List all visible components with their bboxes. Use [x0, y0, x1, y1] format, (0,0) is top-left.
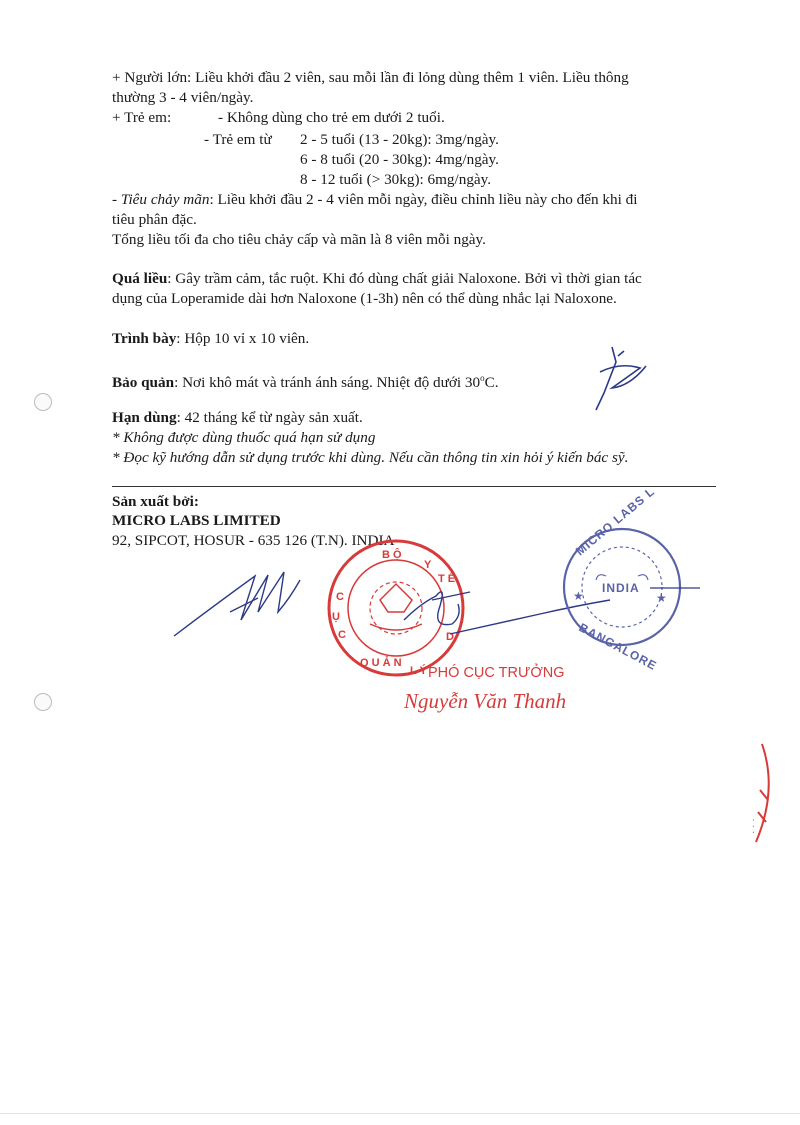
shelf-life: Hạn dùng: 42 tháng kể từ ngày sản xuất. [112, 409, 363, 426]
max-dose: Tổng liều tối đa cho tiêu chảy cấp và mãn là 8 viên mỗi ngày. [112, 231, 486, 248]
storage: Bảo quản: Nơi khô mát và tránh ánh sáng. Nhiệt độ dưới 30$^o$C. [112, 373, 499, 392]
svg-text:T Ế: T Ế [438, 573, 456, 585]
overdose-line2: dụng của Loperamide dài hơn Naloxone (1-3h) nên có thể dùng nhắc lại Naloxone. [112, 290, 617, 307]
svg-text:C: C [336, 591, 344, 603]
page-bottom-edge [0, 1113, 800, 1114]
svg-text:★: ★ [656, 591, 668, 605]
shelf-life-note-1: * Không được dùng thuốc quá hạn sử dụng [112, 429, 376, 446]
svg-text:Ụ: Ụ [332, 611, 340, 623]
manufacturer-signature [174, 572, 300, 636]
svg-text:BANGALORE: BANGALORE [576, 620, 660, 674]
child-from: - Trẻ em từ [204, 131, 272, 148]
svg-text:D: D [446, 631, 454, 643]
overdose-line1: Quá liều: Gây trầm cảm, tắc ruột. Khi đó dùng chất giải Naloxone. Bởi vì thời gian tác [112, 270, 642, 287]
chronic-line2: tiêu phân đặc. [112, 211, 197, 228]
svg-text:B Ộ: B Ộ [382, 549, 402, 561]
child-not-under-2: - Không dùng cho trẻ em dưới 2 tuổi. [218, 109, 445, 126]
adult-dose-line2: thường 3 - 4 viên/ngày. [112, 89, 254, 106]
presentation: Trình bày: Hộp 10 vỉ x 10 viên. [112, 330, 310, 347]
child-label: + Trẻ em: [112, 109, 172, 126]
shelf-life-note-2: * Đọc kỹ hướng dẫn sử dụng trước khi dùng. Nếu cần thông tin xin hỏi ý kiến bác sỹ. [112, 449, 629, 466]
child-dose-row-2: 6 - 8 tuổi (20 - 30kg): 4mg/ngày. [300, 151, 499, 168]
child-dose-row-3: 8 - 12 tuổi (> 30kg): 6mg/ngày. [300, 171, 492, 188]
manufacturer-address: 92, SIPCOT, HOSUR - 635 126 (T.N). INDIA [112, 532, 395, 549]
svg-text:C: C [338, 629, 346, 641]
svg-text:L Ý: L Ý [410, 665, 427, 677]
initials-signature [596, 347, 646, 410]
chronic-line1: - Tiêu chảy mãn: Liều khởi đầu 2 - 4 viên mỗi ngày, điều chỉnh liều này cho đến khi đi [112, 191, 638, 208]
svg-text:★: ★ [573, 589, 585, 603]
adult-dose-line1: + Người lớn: Liều khởi đầu 2 viên, sau mỗi lần đi lỏng dùng thêm 1 viên. Liều thông [112, 69, 629, 86]
official-name: Nguyễn Văn Thanh [404, 689, 567, 713]
manufacturer-label: Sản xuất bởi: [112, 493, 199, 510]
svg-text:· · ·: · · · [748, 818, 759, 834]
manufacturer-name: MICRO LABS LIMITED [112, 512, 281, 529]
svg-text:INDIA: INDIA [602, 581, 640, 595]
svg-text:Y: Y [424, 559, 432, 571]
official-round-stamp [329, 541, 463, 675]
svg-text:Q U Ả N: Q U Ả N [360, 657, 402, 669]
company-stamp-lettering [573, 484, 668, 673]
official-title: PHÓ CỤC TRƯỞNG [428, 665, 565, 681]
child-dose-row-1: 2 - 5 tuổi (13 - 20kg): 3mg/ngày. [300, 131, 499, 148]
svg-text:MICRO LABS L: MICRO LABS L [572, 484, 658, 559]
